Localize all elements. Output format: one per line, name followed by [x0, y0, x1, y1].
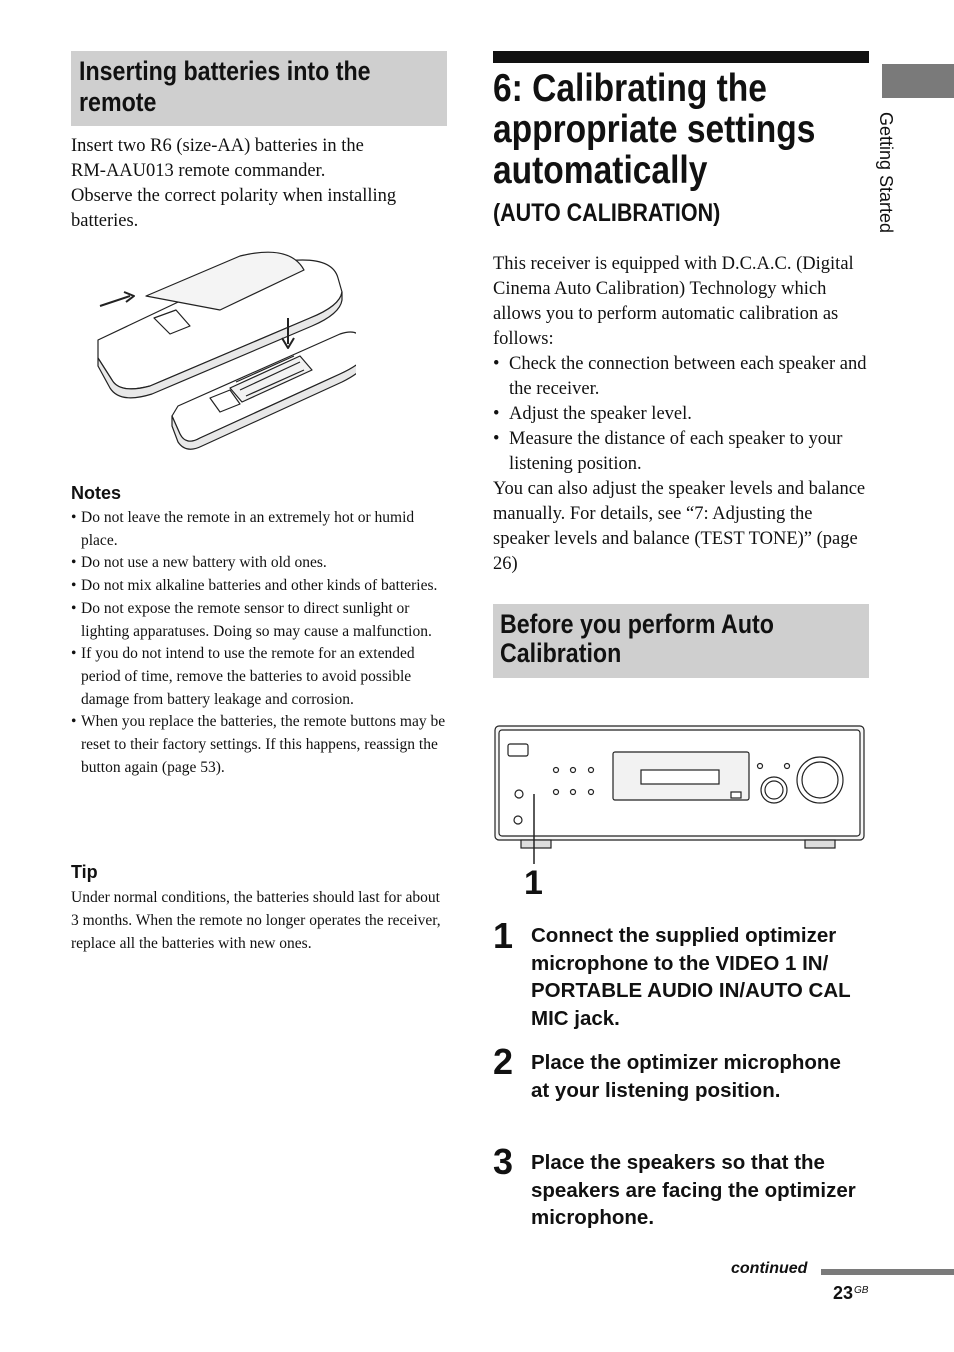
list-item: • Do not expose the remote sensor to direct sunlight or lighting apparatuses. Doing so may cause a malfunction.	[71, 598, 449, 643]
list-item: • When you replace the batteries, the remote buttons may be reset to their factory settings. If this happens, reassign the button again (page 53).	[71, 711, 449, 779]
heading-line: Calibration	[500, 638, 622, 668]
remote-battery-illustration	[90, 248, 356, 454]
continued-label: continued	[731, 1260, 808, 1277]
step-text: Place the optimizer microphone at your listening position.	[531, 1051, 841, 1102]
heading-line: remote	[79, 87, 157, 117]
list-item: • Do not leave the remote in an extremely hot or humid place.	[71, 507, 449, 552]
title-rule	[493, 51, 869, 63]
page-number-suffix: GB	[854, 1285, 869, 1296]
tip-title: Tip	[71, 862, 98, 882]
list-item: • Do not mix alkaline batteries and other kinds of batteries.	[71, 575, 449, 598]
main-body	[493, 252, 873, 577]
receiver-front-panel-illustration	[493, 718, 869, 908]
section-heading-before-auto-calibration	[493, 604, 869, 678]
intro-line: batteries.	[71, 211, 139, 231]
chapter-tab	[882, 64, 954, 98]
list-item: • Measure the distance of each speaker to your listening position.	[493, 427, 873, 477]
page-number	[833, 1283, 868, 1304]
page-subtitle: (AUTO CALIBRATION)	[493, 199, 721, 227]
figure-callout: 1	[524, 864, 543, 902]
title-line: automatically	[493, 149, 708, 192]
chapter-label	[876, 112, 916, 262]
intro-paragraph	[71, 134, 447, 234]
title-line: appropriate settings	[493, 108, 816, 151]
step-text: Connect the supplied optimizer microphone to the VIDEO 1 IN/ PORTABLE AUDIO IN/AUTO CAL MIC jack.	[531, 924, 851, 1030]
feature-list	[493, 352, 873, 477]
heading-line: Inserting batteries into the	[79, 56, 371, 86]
heading-line: Before you perform Auto	[500, 609, 774, 639]
page-title	[493, 68, 815, 191]
tip-text: Under normal conditions, the batteries should last for about 3 months. When the remote no longer operates the receiver, replace all the batteries with new ones.	[71, 889, 441, 952]
body-paragraph: You can also adjust the speaker levels and balance manually. For details, see “7: Adjusting the speaker levels and balance (TEST TONE)” (page 26)	[493, 479, 866, 574]
intro-line: Observe the correct polarity when installing	[71, 186, 397, 206]
list-item: • Do not use a new battery with old ones.	[71, 552, 449, 575]
title-line: 6: Calibrating the	[493, 67, 767, 110]
step-number: 1	[493, 915, 514, 956]
page-number-value: 23	[833, 1283, 854, 1303]
intro-line: RM-AAU013 remote commander.	[71, 161, 326, 181]
notes-title: Notes	[71, 483, 122, 503]
step-number: 2	[493, 1041, 514, 1082]
step-number: 3	[493, 1141, 514, 1182]
list-item: • If you do not intend to use the remote for an extended period of time, remove the batteries to avoid possible damage from battery leakage and corrosion.	[71, 643, 449, 711]
body-paragraph: This receiver is equipped with D.C.A.C. (Digital Cinema Auto Calibration) Technology which allows you to perform automatic calibration as follows:	[493, 254, 854, 349]
notes-list	[71, 507, 449, 779]
continued-bar	[821, 1269, 954, 1275]
intro-line: Insert two R6 (size-AA) batteries in the	[71, 136, 364, 156]
chapter-label-text: Getting Started	[876, 112, 896, 234]
step-text: Place the speakers so that the speakers are facing the optimizer microphone.	[531, 1151, 856, 1229]
list-item: • Check the connection between each speaker and the receiver.	[493, 352, 873, 402]
section-heading-inserting-batteries	[71, 51, 447, 126]
list-item: • Adjust the speaker level.	[493, 402, 873, 427]
